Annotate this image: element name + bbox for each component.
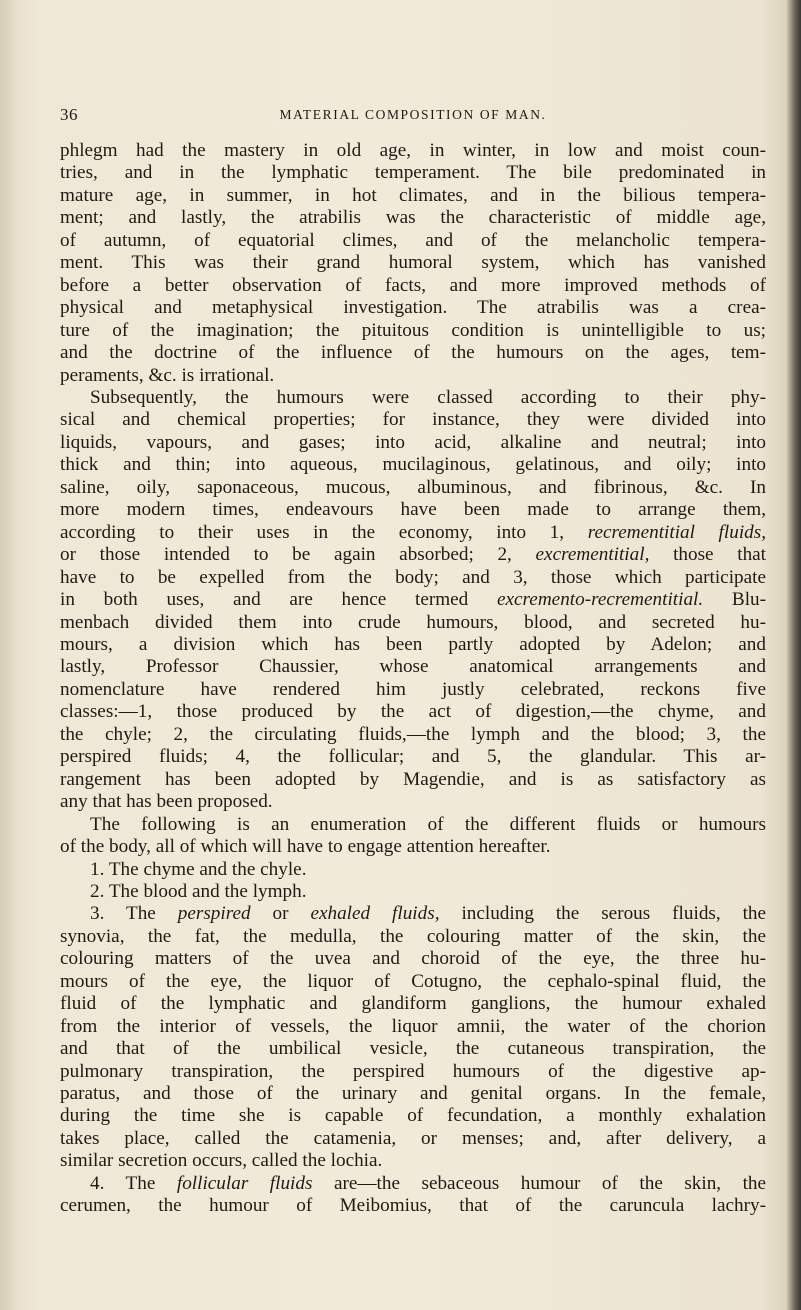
text-line: saline, oily, saponaceous, mucous, albuminous, and fibrinous, &c. In — [60, 476, 766, 498]
italic-term: follicular fluids — [176, 1172, 313, 1194]
list-item: 2. The blood and the lymph. — [90, 880, 307, 902]
text-line — [60, 589, 766, 611]
text-line: pulmonary transpiration, the perspired humours of the digestive ap- — [60, 1060, 766, 1082]
text-line: and that of the umbilical vesicle, the cutaneous transpiration, the — [60, 1038, 766, 1060]
text-line: rangement has been adopted by Magendie, and is as satisfactory as — [60, 768, 766, 790]
text-line — [60, 522, 766, 544]
italic-term: exhaled fluids, — [310, 903, 440, 925]
text-line: of the body, all of which will have to engage attention hereafter. — [60, 836, 551, 858]
text-line — [60, 544, 766, 566]
text-line: and the doctrine of the influence of the humours on the ages, tem- — [60, 342, 766, 364]
list-item — [60, 1173, 766, 1195]
text-segment: are—the sebaceous humour of the skin, the — [333, 1172, 766, 1194]
text-line: menbach divided them into crude humours, blood, and secreted hu- — [60, 611, 766, 633]
text-line: ment. This was their grand humoral system, which has vanished — [60, 252, 766, 274]
list-item — [60, 903, 766, 925]
text-line: fluid of the lymphatic and glandiform ganglions, the humour exhaled — [60, 993, 766, 1015]
text-line: the chyle; 2, the circulating fluids,—the lymph and the blood; 3, the — [60, 723, 766, 745]
italic-term: perspired — [177, 903, 251, 925]
text-line: physical and metaphysical investigation. The atrabilis was a crea- — [60, 297, 766, 319]
text-segment: or those intended to be again absorbed; 2, — [60, 544, 512, 566]
text-line: any that has been proposed. — [60, 791, 273, 813]
text-line: mours, a division which has been partly adopted by Adelon; and — [60, 633, 766, 655]
text-line: ture of the imagination; the pituitous condition is unintelligible to us; — [60, 319, 766, 341]
running-head: MATERIAL COMPOSITION OF MAN. — [279, 107, 547, 122]
text-segment: according to their uses in the economy, into 1, — [60, 521, 565, 543]
italic-term: recrementitial fluids, — [587, 521, 766, 543]
text-line: Subsequently, the humours were classed according to their phy- — [90, 386, 766, 408]
page-edge-shadow — [787, 0, 801, 1310]
text-segment: Blu- — [731, 589, 766, 611]
body-text — [60, 140, 766, 1218]
text-line: before a better observation of facts, and more improved methods of — [60, 274, 766, 296]
text-line: paratus, and those of the urinary and genital organs. In the female, — [60, 1083, 766, 1105]
page-header — [60, 105, 766, 129]
text-line: more modern times, endeavours have been made to arrange them, — [60, 499, 766, 521]
text-line: synovia, the fat, the medulla, the colouring matter of the skin, the — [60, 925, 766, 947]
text-line: colouring matters of the uvea and choroid of the eye, the three hu- — [60, 948, 766, 970]
gutter-shadow — [0, 0, 18, 1310]
text-segment: or — [272, 903, 289, 925]
text-line: during the time she is capable of fecundation, a monthly exhalation — [60, 1105, 766, 1127]
text-line: have to be expelled from the body; and 3, those which participate — [60, 566, 766, 588]
text-line: similar secretion occurs, called the lochia. — [60, 1150, 383, 1172]
list-item: 1. The chyme and the chyle. — [90, 858, 307, 880]
text-line: phlegm had the mastery in old age, in winter, in low and moist coun- — [60, 140, 766, 161]
text-line: nomenclature have rendered him justly celebrated, reckons five — [60, 678, 766, 700]
text-line: tries, and in the lymphatic temperament. The bile predominated in — [60, 162, 766, 184]
text-segment: in both uses, and are hence termed — [60, 589, 469, 611]
text-line: ment; and lastly, the atrabilis was the characteristic of middle age, — [60, 207, 766, 229]
text-line: takes place, called the catamenia, or menses; and, after delivery, a — [60, 1127, 766, 1149]
text-line: thick and thin; into aqueous, mucilaginous, gelatinous, and oily; into — [60, 454, 766, 476]
italic-term: excremento-recrementitial. — [497, 589, 704, 611]
text-line: classes:—1, those produced by the act of digestion,—the chyme, and — [60, 701, 766, 723]
text-segment: 4. The — [90, 1172, 156, 1194]
italic-term: excrementitial, — [535, 544, 650, 566]
text-line: The following is an enumeration of the different fluids or humours — [90, 813, 766, 835]
text-line: perspired fluids; 4, the follicular; and 5, the glandular. This ar- — [60, 746, 766, 768]
text-line: liquids, vapours, and gases; into acid, alkaline and neutral; into — [60, 431, 766, 453]
text-line: sical and chemical properties; for instance, they were divided into — [60, 409, 766, 431]
text-line: peraments, &c. is irrational. — [60, 364, 275, 386]
text-segment: 3. The — [90, 903, 156, 925]
text-segment: including the serous fluids, the — [461, 903, 766, 925]
page-number: 36 — [60, 105, 78, 124]
text-line: mours of the eye, the liquor of Cotugno, the cephalo-spinal fluid, the — [60, 970, 766, 992]
text-line: of autumn, of equatorial climes, and of the melancholic tempera- — [60, 229, 766, 251]
text-line: cerumen, the humour of Meibomius, that of the caruncula lachry- — [60, 1195, 766, 1217]
text-line: mature age, in summer, in hot climates, and in the bilious tempera- — [60, 184, 766, 206]
text-line: from the interior of vessels, the liquor amnii, the water of the chorion — [60, 1015, 766, 1037]
text-segment: those that — [673, 544, 766, 566]
text-line: lastly, Professor Chaussier, whose anatomical arrangements and — [60, 656, 766, 678]
